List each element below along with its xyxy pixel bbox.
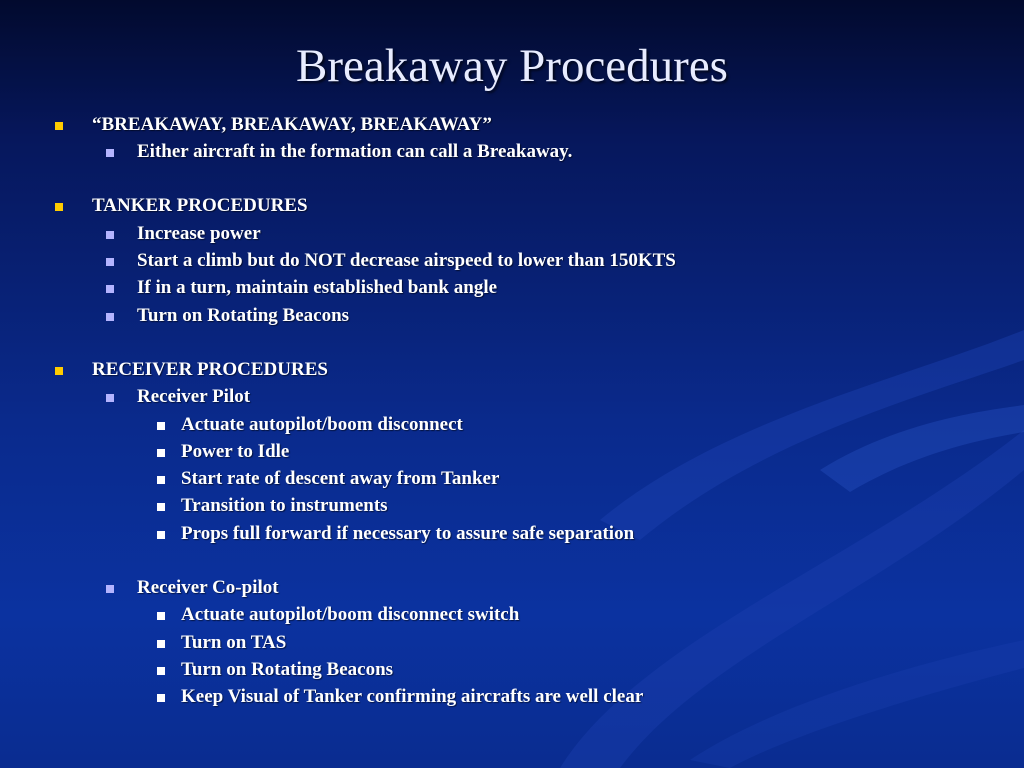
level2-bullet-icon <box>106 258 114 266</box>
level2-bullet-icon <box>106 313 114 321</box>
list-item: Start a climb but do NOT decrease airspeed to lower than 150KTS <box>137 250 676 271</box>
list-item: Transition to instruments <box>181 495 388 516</box>
list-item: Actuate autopilot/boom disconnect <box>181 414 463 435</box>
level3-bullet-icon <box>157 694 165 702</box>
level3-bullet-icon <box>157 640 165 648</box>
list-item: If in a turn, maintain established bank angle <box>137 277 498 298</box>
list-item: Start rate of descent away from Tanker <box>181 468 500 489</box>
list-item: Keep Visual of Tanker confirming aircrafts are well clear <box>181 686 644 707</box>
list-item: Increase power <box>137 223 261 244</box>
level3-bullet-icon <box>157 531 165 539</box>
list-item: “BREAKAWAY, BREAKAWAY, BREAKAWAY” <box>92 114 492 135</box>
level2-bullet-icon <box>106 585 114 593</box>
list-item: Turn on TAS <box>181 632 287 653</box>
level2-bullet-icon <box>106 394 114 402</box>
list-item: Turn on Rotating Beacons <box>137 305 350 326</box>
level3-bullet-icon <box>157 667 165 675</box>
level3-bullet-icon <box>157 476 165 484</box>
level3-bullet-icon <box>157 503 165 511</box>
list-item: Actuate autopilot/boom disconnect switch <box>181 604 520 625</box>
list-item: Receiver Pilot <box>137 386 251 407</box>
level3-bullet-icon <box>157 422 165 430</box>
list-item: RECEIVER PROCEDURES <box>92 359 328 380</box>
level1-bullet-icon <box>55 122 63 130</box>
list-item: Either aircraft in the formation can call a Breakaway. <box>137 141 573 162</box>
list-item: Turn on Rotating Beacons <box>181 659 394 680</box>
slide-title: Breakaway Procedures <box>296 40 728 92</box>
level2-bullet-icon <box>106 285 114 293</box>
list-item: TANKER PROCEDURES <box>92 195 308 216</box>
level3-bullet-icon <box>157 449 165 457</box>
level2-bullet-icon <box>106 231 114 239</box>
list-item: Props full forward if necessary to assure safe separation <box>181 523 635 544</box>
level3-bullet-icon <box>157 612 165 620</box>
level1-bullet-icon <box>55 203 63 211</box>
level2-bullet-icon <box>106 149 114 157</box>
list-item: Receiver Co-pilot <box>137 577 279 598</box>
level1-bullet-icon <box>55 367 63 375</box>
list-item: Power to Idle <box>181 441 290 462</box>
